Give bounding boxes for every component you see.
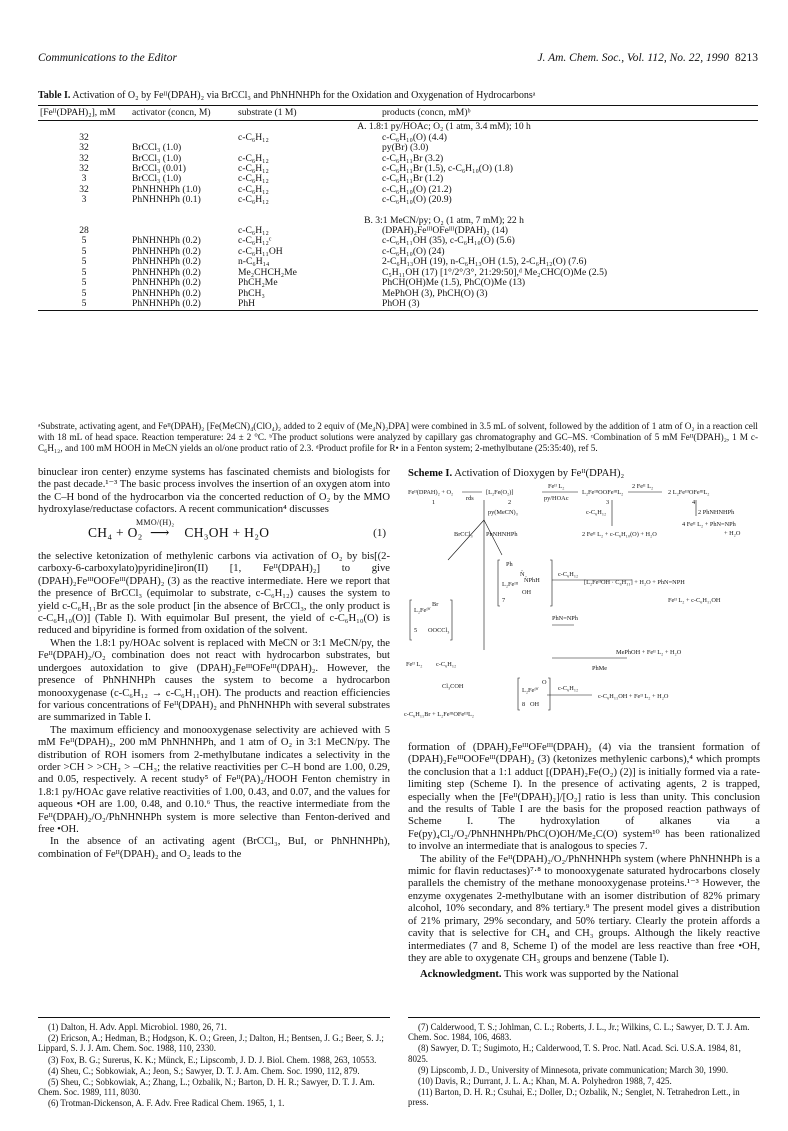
scheme-label: L₂Feᴵᴵᴵ bbox=[502, 581, 519, 588]
scheme-label: N̈ bbox=[520, 571, 525, 578]
results-table bbox=[38, 105, 758, 311]
table-cell: PhCH(OH)Me (1.5), PhC(O)Me (13) bbox=[382, 277, 526, 289]
scheme-label: [L₂FeᴵᴵOH · C₆H₁₁] + H₂O + PhN=NPH bbox=[584, 579, 685, 586]
reference: (7) Calderwood, T. S.; Johlman, C. L.; Roberts, J. L., Jr.; Wilkins, C. L.; Sawyer, D. T. J. Am. Chem. Soc. 1984, 106, 4683. bbox=[408, 1022, 750, 1043]
bracket bbox=[410, 600, 412, 640]
references-right bbox=[408, 1017, 760, 1109]
table-cell: c-C₆H₁₁Br (1.5), c-C₆H₁₀(O) (1.8) bbox=[382, 163, 513, 175]
table-cell: PhOH (3) bbox=[380, 299, 758, 311]
table-cell: c-C₆H₁₂ᶜ bbox=[238, 235, 272, 247]
table-header-cell: products (concn, mM)ᵇ bbox=[380, 106, 758, 121]
reference: (5) Sheu, C.; Sobkowiak, A.; Zhang, L.; Ozbalik, N.; Barton, D. H. R.; Sawyer, D. T. J. Am. Chem. Soc. 1989, 111, 8030. bbox=[38, 1077, 375, 1098]
equation-right: CH₃OH + H₂O bbox=[184, 524, 270, 540]
scheme-label: c-C₆H₁₁OH + Feᴵᴵ L₂ + H₂O bbox=[598, 693, 669, 700]
table-cell: PhNHNHPh (0.1) bbox=[132, 194, 201, 206]
scheme-label: 8 bbox=[522, 701, 526, 708]
scheme-label: 1 bbox=[432, 499, 436, 506]
arrow bbox=[448, 520, 484, 560]
scheme-label: 2 bbox=[508, 499, 512, 506]
scheme-label: OH bbox=[522, 589, 532, 596]
bracket bbox=[518, 678, 520, 710]
table-cell: 2-C₆H₁₃OH (19), n-C₆H₁₃OH (1.5), 2-C₆H₁₂(O) (7.6) bbox=[382, 256, 587, 268]
table-cell: BrCCl₃ (1.0) bbox=[132, 173, 182, 185]
reference: (2) Ericson, A.; Hedman, B.; Hodgson, K. O.; Green, J.; Dalton, H.; Bentsen, J. G.; Beer, S. J.; Lippard, S. J. J. Am. Chem. Soc. 1988, 110, 2330. bbox=[38, 1033, 384, 1054]
scheme-label: 5 bbox=[414, 627, 418, 634]
scheme-label: O bbox=[542, 679, 547, 686]
table-cell: PhH bbox=[236, 299, 380, 311]
scheme-label: PhMe bbox=[592, 665, 608, 672]
table-cell: c-C₆H₁₂ bbox=[238, 131, 269, 143]
scheme-label: 3 bbox=[606, 499, 610, 506]
table-row bbox=[38, 299, 758, 311]
scheme-arrows bbox=[410, 492, 696, 710]
table-caption-text: Activation of O₂ by Feᴵᴵ(DPAH)₂ via BrCCl₃ and PhNHNHPh for the Oxidation and Oxygenation of Hydrocarbonsᵃ bbox=[72, 90, 536, 101]
bracket bbox=[450, 600, 452, 640]
table-cell: 28 bbox=[79, 225, 89, 237]
scheme-title-text: Activation of Dioxygen by Feᴵᴵ(DPAH)₂ bbox=[454, 468, 625, 479]
table-cell: 3 bbox=[81, 194, 87, 206]
reference: (3) Fox, B. G.; Surerus, K. K.; Münck, E.; Lipscomb, J. D. J. Biol. Chem. 1988, 263, 10553. bbox=[48, 1054, 377, 1065]
paragraph: The maximum efficiency and monooxygenase selectivity are achieved with 5 mM Feᴵᴵ(DPAH)₂, 200 mM PhNHNHPh, and 1 atm of O₂ in 3:1 MeCN/py. The distribution of ROH isomers from 2-methylbutane indicates a selectivity in the order >CH > >CH₂ > –CH₃; the relative reactivities per C–H bond are 1.00, 0.29, and 0.05, respectively. A recent study⁵ of Feᴵᴵ(PA)₂/HOOH Fenton chemistry in 1.8:1 py/HOAc gave relative reactivities of 1.00, 0.43, and 0.07, and the values for aqueous •OH are 1.00, 0.48, and 0.10.⁶ Thus, the reactive intermediate from the Feᴵᴵ(DPAH)₂/O₂/PhNHNHPh system is more selective than Fenton-derived and free •OH. bbox=[38, 724, 390, 835]
table-cell: c-C₆H₁₂ bbox=[238, 152, 269, 164]
table-cell: c-C₆H₁₁Br (3.2) bbox=[382, 152, 444, 164]
scheme-label: PhNHNHPh bbox=[486, 531, 518, 538]
table-cell: PhNHNHPh (0.2) bbox=[130, 299, 236, 311]
table-cell: 5 bbox=[81, 245, 87, 257]
scheme-title bbox=[408, 468, 760, 479]
page-number: 8213 bbox=[735, 52, 758, 64]
scheme-label: Ph bbox=[506, 561, 513, 568]
scheme-label: 4 Feᴵᴵ L₂ + PhN=NPh bbox=[682, 521, 736, 528]
table-cell: c-C₆H₁₀(O) (20.9) bbox=[382, 194, 452, 206]
table-header-cell: substrate (1 M) bbox=[236, 106, 380, 121]
reference: (8) Sawyer, D. T.; Sugimoto, H.; Calderwood, T. S. Proc. Natl. Acad. Sci. U.S.A. 1984, 81, 8025. bbox=[408, 1043, 741, 1064]
table-cell: n-C₆H₁₄ bbox=[238, 256, 270, 268]
paragraph: The ability of the Feᴵᴵ(DPAH)₂/O₂/PhNHNHPh system (where PhNHNHPh is a mimic for flavin reductases)⁷·⁸ to monooxygenate saturated hydrocarbons closely parallels the chemistry of the methane monooxygenase proteins.¹⁻³ However, the enzyme oxygenates 2-methylbutane with an isomer distribution of 82% primary alcohol, 10% secondary, and 8% tertiary.⁹ The present model gives a distribution of 21% primary, 29% secondary, and 50% tertiary. Clearly the protein affords a cavity that is selective for CH₄ and CH₃ groups. Although the likely reactive intermediates (7 and 8, Scheme I) of the model are less reactive than free •OH, they are able to oxygenate CH₃ groups and benzene (Table I). bbox=[408, 853, 760, 964]
running-header-right bbox=[537, 52, 758, 64]
table-footnote: ᵃSubstrate, activating agent, and Feᴵᴵ(DPAH)₂ [Fe(MeCN)₄(ClO₄)₂ added to 2 equiv of (Me₄N)₂DPA] were combined in 3.5 mL of solvent, followed by the addition of 1 atm of O₂ in a reaction cell with 18 mL of head space. Reaction temperature: 24 ± 2 °C. ᵇThe product solutions were analyzed by capillary gas chromatography and GC–MS. ᶜCombination of 5 mM Feᴵᴵ(DPAH)₂, 1 M c-C₆H₁₂, and 100 mM HOOH in MeCN yields an ol/one product ratio of 2.3. ᵈProduct profile for R• in a Fenton system; 2-methylbutane (25:35:40), ref 5. bbox=[38, 421, 758, 453]
table-cell: 5 bbox=[38, 299, 130, 311]
scheme-label: 2 L₂FeᴵᴵᴵOFeᴵᴵᴵL₂ bbox=[668, 489, 710, 496]
table-cell: 32 bbox=[79, 183, 89, 195]
references-left bbox=[38, 1017, 390, 1110]
table-cell: PhCH₂Me bbox=[238, 277, 278, 289]
equation-body bbox=[88, 517, 270, 540]
bracket bbox=[550, 560, 552, 606]
table-cell: Me₂CHCH₂Me bbox=[238, 266, 297, 278]
scheme-label: PhN=NPh bbox=[552, 615, 578, 622]
equation-1 bbox=[38, 517, 390, 540]
table-header-cell: [Feᴵᴵ(DPAH)₂], mM bbox=[38, 106, 130, 121]
scheme-label: N̈PhH bbox=[524, 577, 540, 584]
left-column bbox=[38, 467, 390, 861]
table-cell: PhNHNHPh (1.0) bbox=[132, 183, 201, 195]
scheme-label: L₂FeᴵᴵᴵOOFeᴵᴵᴵL₂ bbox=[582, 489, 624, 496]
table-cell: MePhOH (3), PhCH(O) (3) bbox=[382, 287, 488, 299]
scheme-label: L₂Feᴵⱽ bbox=[522, 687, 539, 694]
acknowledgment-label: Acknowledgment. bbox=[420, 969, 502, 981]
table-cell: c-C₆H₁₀(O) (4.4) bbox=[382, 131, 447, 143]
scheme-diagram bbox=[402, 480, 764, 740]
table-cell: 5 bbox=[81, 256, 87, 268]
scheme-label: Scheme I. bbox=[408, 468, 453, 479]
acknowledgment-text: This work was supported by the National bbox=[503, 969, 679, 981]
table-cell: 3 bbox=[81, 173, 87, 185]
equation-number: (1) bbox=[373, 526, 386, 539]
equation-left: CH₄ + O₂ bbox=[88, 524, 143, 540]
table-cell: PhNHNHPh (0.2) bbox=[132, 235, 201, 247]
scheme-label: [L₂Fe(O₂)] bbox=[486, 489, 514, 496]
reference: (4) Sheu, C.; Sobkowiak, A.; Jeon, S.; Sawyer, D. T. J. Am. Chem. Soc. 1990, 112, 879. bbox=[48, 1065, 360, 1076]
scheme-label: c-C₆H₁₂ bbox=[436, 661, 457, 668]
section-b-label: B. 3:1 MeCN/py; O₂ (1 atm, 7 mM); 22 h bbox=[364, 214, 524, 226]
scheme-label: py(MeCN)₃ bbox=[488, 509, 518, 516]
scheme-label: Cl₃COH bbox=[442, 683, 464, 690]
running-header-left: Communications to the Editor bbox=[38, 52, 177, 64]
journal-citation: J. Am. Chem. Soc., Vol. 112, No. 22, 1990 bbox=[537, 52, 729, 64]
scheme-label: rds bbox=[466, 495, 474, 502]
scheme-label: 7 bbox=[502, 597, 506, 604]
table-cell: c-C₆H₁₀(O) (21.2) bbox=[382, 183, 452, 195]
table-cell: 32 bbox=[79, 152, 89, 164]
equation-catalyst: MMO/(H)₂ bbox=[136, 517, 175, 527]
acknowledgment bbox=[408, 969, 760, 981]
right-column bbox=[408, 742, 760, 982]
scheme-label: BrCCl₃ bbox=[454, 531, 473, 538]
table-cell: BrCCl₃ (1.0) bbox=[132, 152, 182, 164]
table-cell: 5 bbox=[81, 235, 87, 247]
scheme-label: c-C₆H₁₁Br + L₂FeᴵᴵᴵOFeᴵᴵᴵL₂ bbox=[404, 711, 474, 718]
table-cell: PhNHNHPh (0.2) bbox=[132, 245, 201, 257]
scheme-label: L₂Feᴵⱽ bbox=[414, 607, 431, 614]
scheme-label: + H₂O bbox=[724, 530, 741, 537]
table-cell: c-C₆H₁₁OH (35), c-C₆H₁₀(O) (5.6) bbox=[382, 235, 515, 247]
table-cell: c-C₆H₁₂ bbox=[238, 183, 269, 195]
table-cell: C₅H₁₁OH (17) [1°/2°/3°, 21:29:50],ᵈ Me₂CHC(O)Me (2.5) bbox=[382, 266, 608, 278]
scheme-label: OOCCl₃ bbox=[428, 627, 450, 634]
scheme-label: Feᴵᴵ(DPAH)₂ + O₂ bbox=[408, 489, 454, 496]
paragraph: When the 1.8:1 py/HOAc solvent is replaced with MeCN or 3:1 MeCN/py, the Feᴵᴵ(DPAH)₂/O₂ combination does not react with hydrocarbon substrates, but undergoes autoxidation to give (DPAH)₂FeᴵᴵᴵOFeᴵᴵᴵ(DPAH)₂. However, the presence of PhNHNHPh causes the system to become a hydrocarbon monooxygenase (c-C₆H₁₂ → c-C₆H₁₁OH). The products and reaction efficiencies for various concentrations of Feᴵᴵ(DPAH)₂ and PhNHNHPh with several substrates are summarized in Table I. bbox=[38, 637, 390, 724]
scheme-label: c-C₆H₁₂ bbox=[586, 509, 607, 516]
table-cell: 5 bbox=[81, 266, 87, 278]
scheme-label: 2 Feᴵᴵ L₂ + c-C₆H₁₀(O) + H₂O bbox=[582, 531, 657, 538]
scheme-label: Feᴵᴵ L₂ bbox=[548, 483, 565, 490]
table-cell: PhNHNHPh (0.2) bbox=[132, 287, 201, 299]
scheme-label: 2 Feᴵᴵ L₂ bbox=[632, 483, 654, 490]
table-cell: c-C₆H₁₂ bbox=[238, 225, 269, 237]
paragraph: the selective ketonization of methylenic carbons via activation of O₂ by bis[(2-carboxy-6-carboxylato)pyridine]iron(II) [1, Feᴵᴵ(DPAH)₂] to give (DPAH)₂FeᴵᴵᴵOOFeᴵᴵᴵ(DPAH)₂ (3) as the reactive intermediate. Here we report that the presence of BrCCl₃ (equimolar to substrate, c-C₆H₁₂) causes the system to yield c-C₆H₁₁Br as the sole product [in the absence of BrCCl₃, the only product is c-C₆H₁₀(O)] (Table I). With equimolar BuI present, the yield of c-C₆H₁₀(O) is reduced and bipyridine is formed from oxidation of the solvent. bbox=[38, 551, 390, 637]
reaction-arrow: ⟶ bbox=[146, 524, 181, 540]
table-cell: 32 bbox=[79, 163, 89, 175]
scheme-label: c-C₆H₁₂ bbox=[558, 571, 579, 578]
table-cell: BrCCl₃ (1.0) bbox=[132, 142, 182, 154]
table-cell: c-C₆H₁₂ bbox=[238, 173, 269, 185]
table-cell: PhNHNHPh (0.2) bbox=[132, 256, 201, 268]
table-cell: c-C₆H₁₁OH bbox=[238, 245, 283, 257]
table-header-row bbox=[38, 106, 758, 121]
reference: (1) Dalton, H. Adv. Appl. Microbiol. 1980, 26, 71. bbox=[48, 1022, 227, 1032]
table-label: Table I. bbox=[38, 90, 71, 101]
scheme-label: Feᴵᴵ L₂ bbox=[406, 661, 423, 668]
table-cell: 5 bbox=[81, 277, 87, 289]
table-cell: PhCH₃ bbox=[238, 287, 265, 299]
table-cell: c-C₆H₁₂ bbox=[238, 194, 269, 206]
scheme-label: py/HOAc bbox=[544, 495, 569, 502]
reference: (9) Lipscomb, J. D., University of Minnesota, private communication; March 30, 1990. bbox=[418, 1064, 729, 1075]
paragraph: formation of (DPAH)₂FeᴵᴵᴵOFeᴵᴵᴵ(DPAH)₂ (4) via the transient formation of (DPAH)₂FeᴵᴵᴵOOFeᴵᴵᴵ(DPAH)₂ (3) (ketonizes methylenic carbons),⁴ which prompts the conclusion that a 1:1 adduct [(DPAH)₂Fe(O₂) (2)] is initially formed via a rate-limiting step (Scheme I). In the presence of activating agents, 2 is trapped, especially when the [Feᴵᴵ(DPAH)₂]/[O₂] ratio is less than unity. This conclusion and the results of Table I are the basis for the proposed reaction pathways of Scheme I. The hydroxylation of alkanes via a Fe(py)₄Cl₂/O₂/PhNHNHPh/PhC(O)OH/Me₂C(O) system¹⁰ has been rationalized to involve an intermediate that is analogous to species 7. bbox=[408, 742, 760, 853]
bracket bbox=[498, 560, 500, 606]
table-cell: (DPAH)₂FeᴵᴵᴵOFeᴵᴵᴵ(DPAH)₂ (14) bbox=[382, 225, 508, 237]
scheme-label: 2 PhNHNHPh bbox=[698, 509, 735, 516]
scheme-labels bbox=[404, 483, 741, 718]
table-header-cell: activator (concn, M) bbox=[130, 106, 236, 121]
table-cell: 5 bbox=[81, 287, 87, 299]
table-cell: py(Br) (3.0) bbox=[382, 142, 429, 154]
table-cell: PhNHNHPh (0.2) bbox=[132, 277, 201, 289]
scheme-label: MePhOH + Feᴵᴵ L₂ + H₂O bbox=[616, 649, 682, 656]
table-row bbox=[38, 195, 758, 205]
scheme-label: 4 bbox=[692, 499, 696, 506]
paragraph: binuclear iron center) enzyme systems has fascinated chemists and biologists for the past decade.¹⁻³ The basic process involves the insertion of an oxygen atom into the C–H bond of the hydrocarbon via the concerted reduction of O₂ by the MMO hydroxylase/reductase cofactors. A recent communication⁴ discusses bbox=[38, 467, 390, 516]
reference: (6) Trotman-Dickenson, A. F. Adv. Free Radical Chem. 1965, 1, 1. bbox=[48, 1098, 285, 1109]
table-cell: PhNHNHPh (0.2) bbox=[132, 266, 201, 278]
reference: (10) Davis, R.; Durrant, J. L. A.; Khan, M. A. Polyhedron 1988, 7, 425. bbox=[418, 1076, 672, 1087]
scheme-label: Feᴵᴵ L₂ + c-C₆H₁₁OH bbox=[668, 597, 721, 604]
paragraph: In the absence of an activating agent (BrCCl₃, BuI, or PhNHNHPh), combination of Feᴵᴵ(DPAH)₂ and O₂ leads to the bbox=[38, 836, 390, 860]
table-cell: 32 bbox=[79, 131, 89, 143]
bracket bbox=[548, 678, 550, 710]
table-caption bbox=[38, 90, 758, 102]
table-cell: 32 bbox=[79, 142, 89, 154]
reference: (11) Barton, D. H. R.; Csuhai, E.; Doller, D.; Ozbalik, N.; Senglet, N. Tetrahedron Lett., in press. bbox=[408, 1087, 740, 1108]
table-cell: c-C₆H₁₂ bbox=[238, 163, 269, 175]
table-cell: c-C₆H₁₁Br (1.2) bbox=[382, 173, 444, 185]
section-a-label: A. 1.8:1 py/HOAc; O₂ (1 atm, 3.4 mM); 10 h bbox=[357, 121, 531, 133]
table-cell: c-C₆H₁₀(O) (24) bbox=[382, 245, 445, 257]
scheme-label: OH bbox=[530, 701, 540, 708]
table-cell: BrCCl₃ (0.01) bbox=[132, 163, 186, 175]
scheme-label: Br bbox=[432, 601, 439, 608]
scheme-label: c-C₆H₁₂ bbox=[558, 685, 579, 692]
table-row bbox=[38, 278, 758, 288]
